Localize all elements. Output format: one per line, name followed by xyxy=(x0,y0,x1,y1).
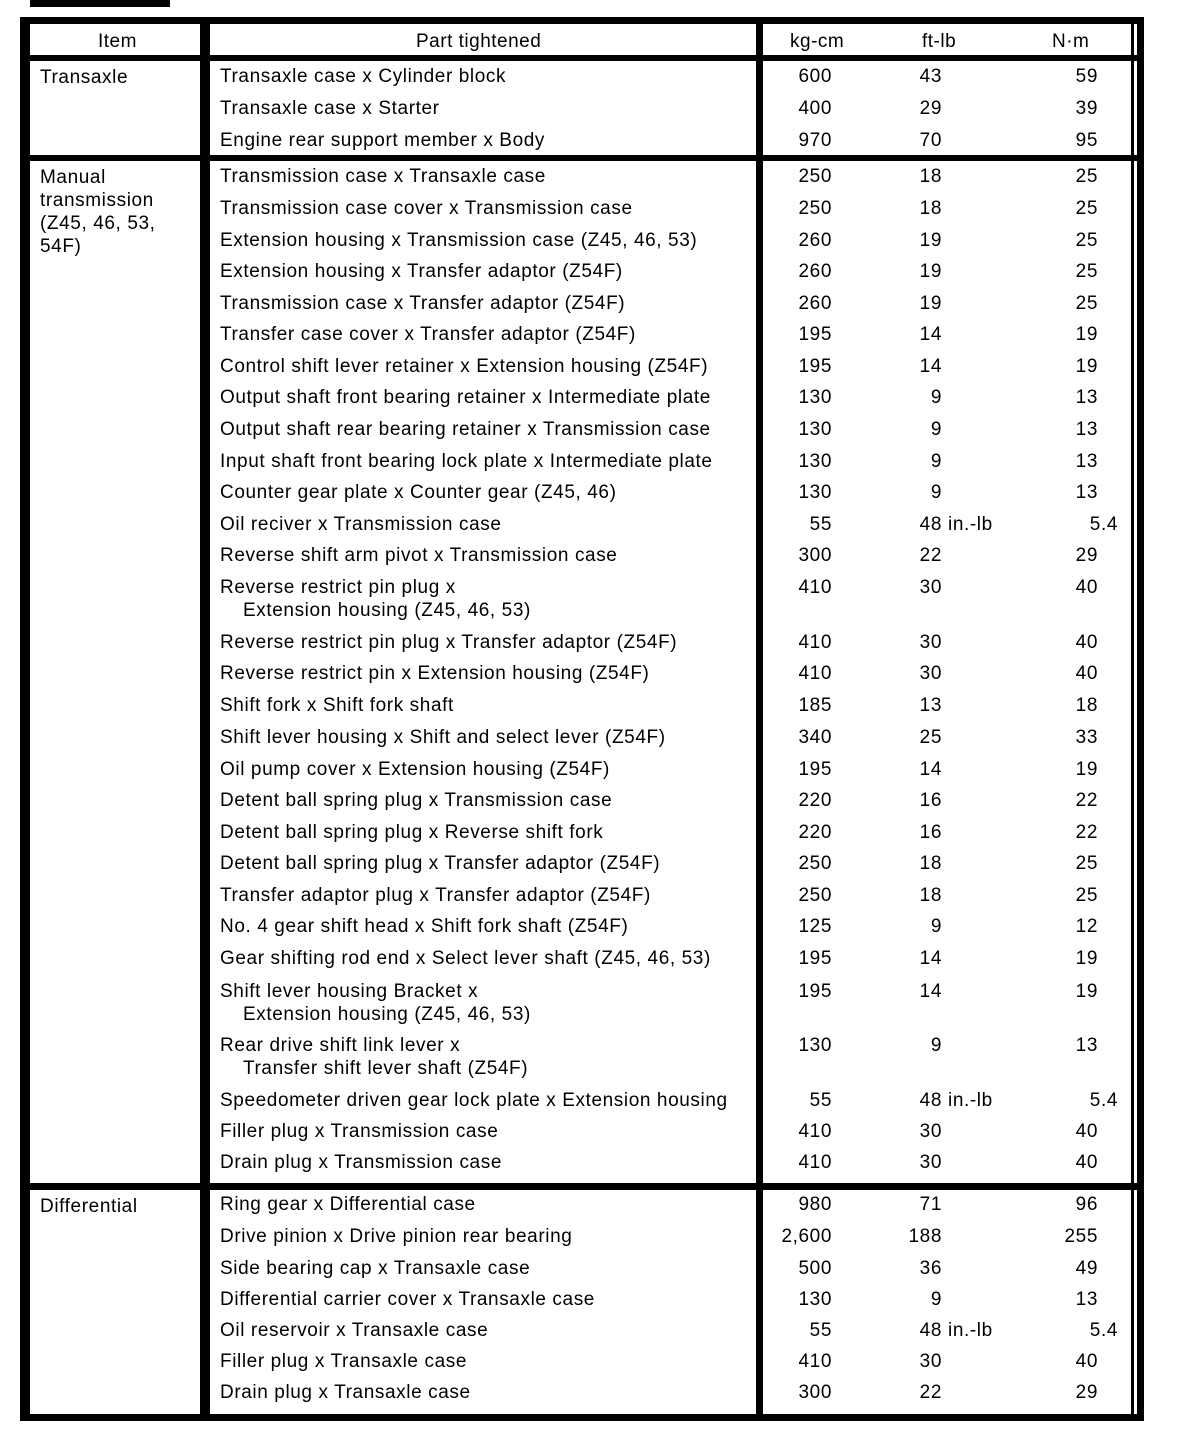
header-nm: N·m xyxy=(1052,31,1090,52)
torque-nm: 255 xyxy=(1064,1226,1098,1247)
torque-kgcm: 260 xyxy=(798,293,832,314)
torque-kgcm: 340 xyxy=(798,727,832,748)
table-row xyxy=(0,1288,1184,1314)
part-tightened: Speedometer driven gear lock plate x Extension housing xyxy=(220,1090,728,1111)
table-row xyxy=(0,1151,1184,1177)
table-row xyxy=(0,513,1184,539)
torque-nm: 19 xyxy=(1075,356,1098,377)
torque-kgcm: 185 xyxy=(798,695,832,716)
torque-unit: in.-lb xyxy=(948,1090,993,1111)
table-row xyxy=(0,1089,1184,1115)
torque-nm: 19 xyxy=(1075,948,1098,969)
torque-nm: 18 xyxy=(1075,695,1098,716)
torque-ftlb: 36 xyxy=(919,1258,942,1279)
torque-ftlb: 9 xyxy=(930,482,942,503)
torque-ftlb: 48 xyxy=(919,1320,942,1341)
torque-nm: 40 xyxy=(1075,632,1098,653)
torque-ftlb: 14 xyxy=(919,981,942,1002)
table-row xyxy=(0,1257,1184,1283)
part-tightened: Reverse restrict pin x Extension housing (Z54F) xyxy=(220,663,650,684)
torque-kgcm: 130 xyxy=(798,1289,832,1310)
table-row xyxy=(0,355,1184,381)
torque-kgcm: 2,600 xyxy=(781,1226,832,1247)
table-row xyxy=(0,544,1184,570)
table-row xyxy=(0,1381,1184,1407)
torque-nm: 5.4 xyxy=(1089,514,1118,535)
table-row xyxy=(0,1193,1184,1219)
torque-kgcm: 410 xyxy=(798,1152,832,1173)
part-tightened: Reverse restrict pin plug x Transfer adaptor (Z54F) xyxy=(220,632,678,653)
torque-ftlb: 188 xyxy=(908,1226,942,1247)
part-tightened: Transaxle case x Cylinder block xyxy=(220,66,507,87)
table-row xyxy=(0,418,1184,444)
torque-nm: 13 xyxy=(1075,1289,1098,1310)
table-row xyxy=(0,292,1184,318)
torque-nm: 29 xyxy=(1075,1382,1098,1403)
torque-kgcm: 260 xyxy=(798,230,832,251)
torque-kgcm: 410 xyxy=(798,663,832,684)
torque-kgcm: 130 xyxy=(798,482,832,503)
table-row xyxy=(0,481,1184,507)
torque-kgcm: 130 xyxy=(798,419,832,440)
torque-ftlb: 43 xyxy=(919,66,942,87)
torque-ftlb: 14 xyxy=(919,356,942,377)
torque-kgcm: 260 xyxy=(798,261,832,282)
part-tightened: Transfer case cover x Transfer adaptor (Z54F) xyxy=(220,324,636,345)
torque-kgcm: 220 xyxy=(798,790,832,811)
torque-ftlb: 25 xyxy=(919,727,942,748)
table-row xyxy=(0,789,1184,815)
torque-kgcm: 410 xyxy=(798,1351,832,1372)
torque-ftlb: 18 xyxy=(919,198,942,219)
torque-kgcm: 250 xyxy=(798,198,832,219)
torque-kgcm: 410 xyxy=(798,1121,832,1142)
group-manual-line4: 54F) xyxy=(40,236,82,257)
torque-ftlb: 22 xyxy=(919,1382,942,1403)
part-tightened: Shift fork x Shift fork shaft xyxy=(220,695,454,716)
part-tightened: Oil reservoir x Transaxle case xyxy=(220,1320,489,1341)
table-row xyxy=(0,884,1184,910)
part-tightened-cont: Extension housing (Z45, 46, 53) xyxy=(243,600,531,621)
part-tightened: Reverse restrict pin plug x xyxy=(220,577,456,598)
torque-nm: 13 xyxy=(1075,482,1098,503)
torque-unit: in.-lb xyxy=(948,514,993,535)
torque-nm: 5.4 xyxy=(1089,1090,1118,1111)
torque-unit: in.-lb xyxy=(948,1320,993,1341)
table-row xyxy=(0,197,1184,223)
top-edge-mark xyxy=(30,0,170,7)
torque-nm: 29 xyxy=(1075,545,1098,566)
table-row xyxy=(0,165,1184,191)
torque-ftlb: 9 xyxy=(930,451,942,472)
torque-kgcm: 130 xyxy=(798,451,832,472)
table-row xyxy=(0,662,1184,688)
group-differential: Differential xyxy=(40,1196,138,1217)
part-tightened-cont: Transfer shift lever shaft (Z54F) xyxy=(243,1058,529,1079)
torque-ftlb: 30 xyxy=(919,632,942,653)
torque-nm: 95 xyxy=(1075,130,1098,151)
part-tightened: Input shaft front bearing lock plate x Intermediate plate xyxy=(220,451,713,472)
torque-ftlb: 18 xyxy=(919,166,942,187)
group-rule-1 xyxy=(27,155,1137,161)
part-tightened: Counter gear plate x Counter gear (Z45, 46) xyxy=(220,482,617,503)
torque-kgcm: 55 xyxy=(809,1090,832,1111)
part-tightened: Detent ball spring plug x Transmission case xyxy=(220,790,613,811)
torque-nm: 40 xyxy=(1075,577,1098,598)
table-row xyxy=(0,980,1184,1025)
torque-kgcm: 195 xyxy=(798,981,832,1002)
part-tightened: Detent ball spring plug x Transfer adaptor (Z54F) xyxy=(220,853,661,874)
torque-kgcm: 125 xyxy=(798,916,832,937)
torque-ftlb: 18 xyxy=(919,885,942,906)
torque-ftlb: 13 xyxy=(919,695,942,716)
torque-kgcm: 130 xyxy=(798,387,832,408)
table-row xyxy=(0,631,1184,657)
torque-ftlb: 30 xyxy=(919,663,942,684)
torque-ftlb: 29 xyxy=(919,98,942,119)
torque-ftlb: 9 xyxy=(930,1289,942,1310)
table-row xyxy=(0,1120,1184,1146)
table-row xyxy=(0,758,1184,784)
torque-ftlb: 30 xyxy=(919,1152,942,1173)
table-row xyxy=(0,323,1184,349)
torque-kgcm: 980 xyxy=(798,1194,832,1215)
torque-ftlb: 9 xyxy=(930,419,942,440)
part-tightened-cont: Extension housing (Z45, 46, 53) xyxy=(243,1004,531,1025)
torque-ftlb: 22 xyxy=(919,545,942,566)
torque-kgcm: 400 xyxy=(798,98,832,119)
header-item: Item xyxy=(98,31,137,52)
torque-nm: 13 xyxy=(1075,451,1098,472)
torque-ftlb: 9 xyxy=(930,387,942,408)
torque-ftlb: 19 xyxy=(919,293,942,314)
torque-kgcm: 195 xyxy=(798,948,832,969)
torque-nm: 96 xyxy=(1075,1194,1098,1215)
part-tightened: Control shift lever retainer x Extension housing (Z54F) xyxy=(220,356,709,377)
header-rule xyxy=(27,55,1137,61)
torque-nm: 25 xyxy=(1075,885,1098,906)
torque-nm: 49 xyxy=(1075,1258,1098,1279)
torque-kgcm: 500 xyxy=(798,1258,832,1279)
part-tightened: Drain plug x Transaxle case xyxy=(220,1382,471,1403)
torque-nm: 19 xyxy=(1075,981,1098,1002)
torque-nm: 40 xyxy=(1075,1152,1098,1173)
torque-kgcm: 195 xyxy=(798,324,832,345)
table-row xyxy=(0,576,1184,621)
part-tightened: Output shaft rear bearing retainer x Transmission case xyxy=(220,419,711,440)
part-tightened: Transmission case x Transaxle case xyxy=(220,166,546,187)
torque-kgcm: 195 xyxy=(798,759,832,780)
torque-ftlb: 19 xyxy=(919,230,942,251)
part-tightened: Side bearing cap x Transaxle case xyxy=(220,1258,531,1279)
torque-ftlb: 16 xyxy=(919,822,942,843)
part-tightened: Transfer adaptor plug x Transfer adaptor (Z54F) xyxy=(220,885,651,906)
torque-ftlb: 9 xyxy=(930,1035,942,1056)
torque-kgcm: 250 xyxy=(798,885,832,906)
header-ft: ft-lb xyxy=(922,31,957,52)
table-row xyxy=(0,97,1184,123)
table-row xyxy=(0,260,1184,286)
torque-nm: 22 xyxy=(1075,790,1098,811)
torque-kgcm: 410 xyxy=(798,577,832,598)
part-tightened: Transaxle case x Starter xyxy=(220,98,440,119)
torque-ftlb: 30 xyxy=(919,1121,942,1142)
table-row xyxy=(0,450,1184,476)
torque-ftlb: 18 xyxy=(919,853,942,874)
torque-ftlb: 19 xyxy=(919,261,942,282)
torque-nm: 40 xyxy=(1075,1351,1098,1372)
table-row xyxy=(0,1319,1184,1345)
torque-nm: 13 xyxy=(1075,1035,1098,1056)
torque-ftlb: 48 xyxy=(919,1090,942,1111)
part-tightened: Gear shifting rod end x Select lever shaft (Z45, 46, 53) xyxy=(220,948,711,969)
torque-nm: 22 xyxy=(1075,822,1098,843)
part-tightened: Detent ball spring plug x Reverse shift fork xyxy=(220,822,604,843)
part-tightened: Shift lever housing x Shift and select lever (Z54F) xyxy=(220,727,666,748)
part-tightened: Extension housing x Transfer adaptor (Z54F) xyxy=(220,261,623,282)
table-row xyxy=(0,1034,1184,1079)
torque-kgcm: 300 xyxy=(798,1382,832,1403)
table-row xyxy=(0,386,1184,412)
part-tightened: Oil pump cover x Extension housing (Z54F) xyxy=(220,759,610,780)
part-tightened: Reverse shift arm pivot x Transmission case xyxy=(220,545,618,566)
torque-nm: 19 xyxy=(1075,324,1098,345)
part-tightened: Filler plug x Transaxle case xyxy=(220,1351,468,1372)
header-part: Part tightened xyxy=(416,31,542,52)
torque-nm: 40 xyxy=(1075,663,1098,684)
part-tightened: Differential carrier cover x Transaxle case xyxy=(220,1289,595,1310)
group-manual-line3: (Z45, 46, 53, xyxy=(40,213,156,234)
torque-kgcm: 55 xyxy=(809,514,832,535)
torque-kgcm: 130 xyxy=(798,1035,832,1056)
torque-nm: 25 xyxy=(1075,166,1098,187)
part-tightened: Drain plug x Transmission case xyxy=(220,1152,502,1173)
group-manual-line2: transmission xyxy=(40,190,154,211)
torque-kgcm: 195 xyxy=(798,356,832,377)
group-transaxle: Transaxle xyxy=(40,67,129,88)
torque-ftlb: 14 xyxy=(919,324,942,345)
torque-nm: 25 xyxy=(1075,261,1098,282)
torque-nm: 25 xyxy=(1075,853,1098,874)
torque-nm: 13 xyxy=(1075,387,1098,408)
torque-nm: 59 xyxy=(1075,66,1098,87)
part-tightened: Ring gear x Differential case xyxy=(220,1194,476,1215)
table-row xyxy=(0,694,1184,720)
table-row xyxy=(0,947,1184,973)
torque-ftlb: 14 xyxy=(919,948,942,969)
table-row xyxy=(0,726,1184,752)
torque-nm: 25 xyxy=(1075,198,1098,219)
torque-ftlb: 48 xyxy=(919,514,942,535)
part-tightened: No. 4 gear shift head x Shift fork shaft (Z54F) xyxy=(220,916,629,937)
torque-ftlb: 30 xyxy=(919,1351,942,1372)
part-tightened: Output shaft front bearing retainer x Intermediate plate xyxy=(220,387,711,408)
torque-ftlb: 30 xyxy=(919,577,942,598)
torque-kgcm: 410 xyxy=(798,632,832,653)
part-tightened: Filler plug x Transmission case xyxy=(220,1121,499,1142)
torque-ftlb: 70 xyxy=(919,130,942,151)
torque-ftlb: 14 xyxy=(919,759,942,780)
part-tightened: Engine rear support member x Body xyxy=(220,130,546,151)
torque-kgcm: 55 xyxy=(809,1320,832,1341)
table-row xyxy=(0,229,1184,255)
torque-kgcm: 300 xyxy=(798,545,832,566)
table-row xyxy=(0,821,1184,847)
torque-kgcm: 600 xyxy=(798,66,832,87)
table-row xyxy=(0,915,1184,941)
table-row xyxy=(0,65,1184,91)
torque-ftlb: 71 xyxy=(919,1194,942,1215)
torque-kgcm: 250 xyxy=(798,853,832,874)
torque-ftlb: 9 xyxy=(930,916,942,937)
torque-nm: 19 xyxy=(1075,759,1098,780)
table-row xyxy=(0,1350,1184,1376)
part-tightened: Drive pinion x Drive pinion rear bearing xyxy=(220,1226,573,1247)
torque-ftlb: 16 xyxy=(919,790,942,811)
part-tightened: Transmission case x Transfer adaptor (Z54F) xyxy=(220,293,626,314)
torque-kgcm: 220 xyxy=(798,822,832,843)
torque-nm: 13 xyxy=(1075,419,1098,440)
table-row xyxy=(0,129,1184,155)
torque-nm: 25 xyxy=(1075,230,1098,251)
group-manual-line1: Manual xyxy=(40,167,106,188)
torque-nm: 25 xyxy=(1075,293,1098,314)
part-tightened: Oil reciver x Transmission case xyxy=(220,514,502,535)
torque-kgcm: 970 xyxy=(798,130,832,151)
torque-nm: 5.4 xyxy=(1089,1320,1118,1341)
torque-nm: 40 xyxy=(1075,1121,1098,1142)
torque-kgcm: 250 xyxy=(798,166,832,187)
table-row xyxy=(0,852,1184,878)
part-tightened: Transmission case cover x Transmission case xyxy=(220,198,633,219)
table-row xyxy=(0,1225,1184,1251)
torque-nm: 12 xyxy=(1075,916,1098,937)
torque-nm: 33 xyxy=(1075,727,1098,748)
torque-nm: 39 xyxy=(1075,98,1098,119)
part-tightened: Rear drive shift link lever x xyxy=(220,1035,461,1056)
group-rule-2 xyxy=(27,1183,1137,1190)
header-kg: kg-cm xyxy=(790,31,845,52)
part-tightened: Extension housing x Transmission case (Z45, 46, 53) xyxy=(220,230,698,251)
part-tightened: Shift lever housing Bracket x xyxy=(220,981,479,1002)
